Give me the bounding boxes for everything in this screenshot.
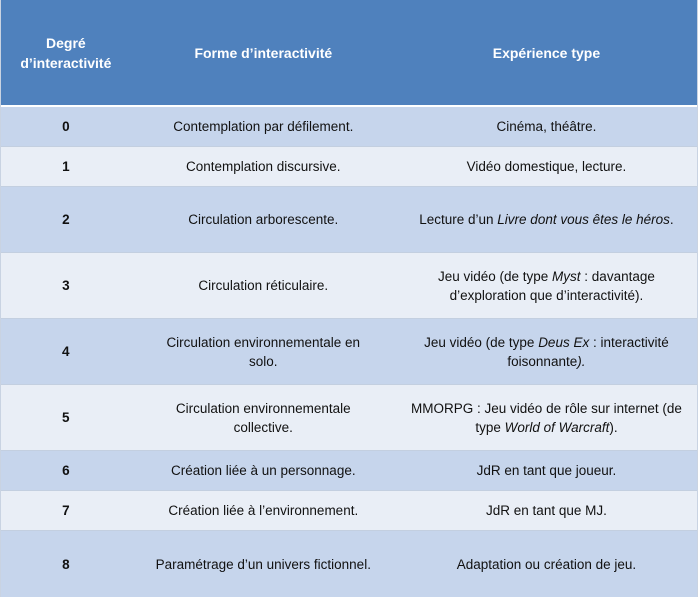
experience-cell: MMORPG : Jeu vidéo de rôle sur internet (de type World of Warcraft). (411, 400, 682, 435)
header-experience: Expérience type (492, 44, 601, 61)
table-row (1, 385, 697, 451)
experience-cell: JdR en tant que joueur. (476, 463, 617, 478)
experience-cell: Cinéma, théâtre. (496, 119, 597, 134)
form-cell: Contemplation par défilement. (173, 119, 354, 134)
degree-cell: 6 (62, 463, 70, 478)
form-cell: Circulation environnementale en solo. (166, 334, 361, 369)
form-cell: Paramétrage d’un univers fictionnel. (155, 556, 371, 572)
degree-cell: 0 (62, 119, 70, 134)
table-row (1, 319, 697, 385)
experience-cell: Lecture d’un Livre dont vous êtes le héros. (419, 212, 674, 227)
table-header-row (1, 0, 697, 107)
degree-cell: 1 (62, 159, 70, 174)
table-row (1, 531, 697, 597)
degree-cell: 7 (62, 503, 70, 518)
form-cell: Circulation arborescente. (188, 212, 339, 227)
header-degree: Degré d’interactivité (20, 34, 112, 71)
degree-cell: 8 (62, 556, 70, 572)
table-row (1, 451, 697, 491)
table-row (1, 107, 697, 147)
form-cell: Création liée à l’environnement. (168, 503, 359, 518)
degree-cell: 5 (62, 410, 70, 425)
degree-cell: 3 (62, 278, 70, 293)
table-row (1, 491, 697, 531)
form-cell: Circulation environnementale collective. (175, 400, 351, 435)
form-cell: Contemplation discursive. (185, 159, 341, 174)
experience-cell: Adaptation ou création de jeu. (456, 556, 637, 572)
degree-cell: 2 (62, 212, 70, 227)
experience-cell: Jeu vidéo (de type Myst : davantage d’exploration que d’interactivité). (437, 268, 655, 303)
experience-cell: JdR en tant que MJ. (486, 503, 607, 518)
experience-cell: Jeu vidéo (de type Deus Ex : interactivité foisonnante). (424, 334, 669, 369)
form-cell: Circulation réticulaire. (198, 278, 329, 293)
header-form: Forme d’interactivité (194, 44, 333, 61)
table-row (1, 187, 697, 253)
form-cell: Création liée à un personnage. (170, 463, 356, 478)
experience-cell: Vidéo domestique, lecture. (466, 159, 627, 174)
table-row (1, 253, 697, 319)
table-row (1, 147, 697, 187)
degree-cell: 4 (62, 344, 70, 359)
